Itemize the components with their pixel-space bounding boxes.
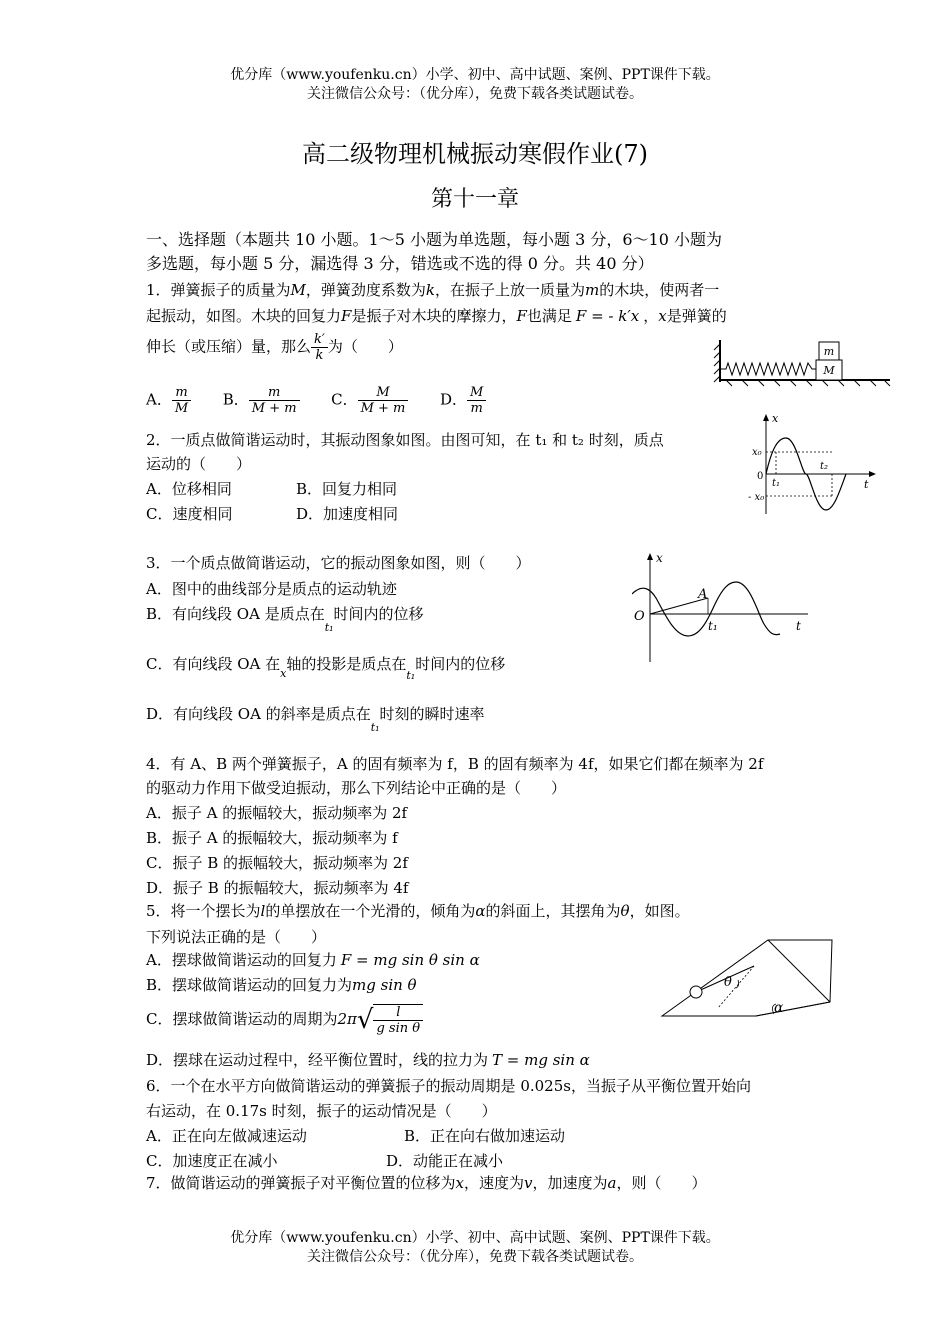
q2-x0-label: x₀ [752,447,762,458]
q3-text: C．有向线段 OA 在 [146,655,281,673]
q1-var-m: m [585,281,600,299]
q2-t2-label: t₂ [820,461,829,472]
q3-text: 时间内的位移 [415,655,506,673]
incline-base [756,1002,830,1016]
q6-option-c: C．加速度正在减小 [146,1152,278,1170]
q2-option-c: C．速度相同 [146,505,233,523]
q7-text: ，加速度为 [532,1174,608,1192]
q1-options [146,385,486,416]
frac-den: m [467,400,486,416]
q7-var-a: a [607,1174,617,1192]
q7-text: ，速度为 [464,1174,525,1192]
frac-den: M [172,400,191,416]
q5-text: 的斜面上，其摆角为 [485,902,621,920]
q1-spring-figure [712,336,894,388]
q6-option-a: A．正在向左做减速运动 [146,1127,307,1145]
q7-text: ，则（ ） [616,1174,707,1192]
q1-text: 1．弹簧振子的质量为 [146,281,291,299]
q7-var-x: x [455,1174,465,1192]
q1-option-a-label: A． [146,390,172,409]
chapter-title: 第十一章 [430,187,519,212]
q5-var-theta: θ [620,902,630,920]
q3-graph [632,548,812,666]
q5-var-alpha: α [475,902,486,920]
q1-var-M: M [290,281,306,299]
q3-t1-label: t₁ [708,619,718,633]
frac-den: M + m [358,400,409,416]
q3-t1: t₁ [324,621,334,634]
q4-option-a: A．振子 A 的振幅较大，振动频率为 2f [146,804,408,822]
q2-origin-label: 0 [757,471,764,482]
y-arrow [647,553,653,560]
q1-text: ，在振子上放一质量为 [435,281,586,299]
q5-text: B．摆球做简谐运动的回复力为 [146,976,353,994]
q1-text: 是振子对木块的摩擦力， [351,307,517,325]
q1-text: 为（ ） [327,337,403,356]
q1-option-b-label: B． [222,390,249,409]
q3-text: D．有向线段 OA 的斜率是质点在 [146,705,371,723]
q2-t1-label: t₁ [772,478,781,489]
block-m-label: m [823,345,835,358]
q7-line-1 [146,1173,707,1193]
q3-axis-t-label: t [796,619,801,633]
q1-option-d-label: D． [439,390,467,409]
q5-option-d [146,1050,590,1070]
q1-var-F: F [341,307,352,325]
q5-text: ，如图。 [629,902,690,920]
q1-text: 也满足 [526,307,572,325]
q6-line-1: 6．一个在水平方向做简谐运动的弹簧振子的振动周期是 0.025s，当振子从平衡位置开始向 [146,1077,751,1095]
q2-negx0-label: - x₀ [748,492,765,503]
frac-num: m [267,385,281,400]
q2-line-2: 运动的（ ） [146,455,252,473]
frac-num: m [175,385,188,400]
section-line-1: 一、选择题（本题共 10 小题。1～5 小题为单选题，每小题 3 分，6～10 小题为 [146,230,722,249]
q4-line-1: 4．有 A、B 两个弹簧振子，A 的固有频率为 f，B 的固有频率为 4f，如果它们都在频率为 2f [146,755,764,773]
q5-two-pi: 2π [337,1010,357,1028]
block-M-label: M [823,364,835,377]
q1-var-F2: F [516,307,527,325]
q4-option-c: C．振子 B 的振幅较大，振动频率为 2f [146,854,408,872]
q7-var-v: v [524,1174,533,1192]
q2-line-1: 2．一质点做简谐运动时，其振动图象如图。由图可知，在 t₁ 和 t₂ 时刻，质点 [146,431,664,449]
q4-line-2: 的驱动力作用下做受迫振动，那么下列结论中正确的是（ ） [146,779,567,797]
header-line-1: 优分库（www.youfenku.cn）小学、初中、高中试题、案例、PPT课件下载。 [230,67,720,83]
q5-var-l: l [260,902,266,920]
frac-num: M [376,385,390,400]
q5-alpha-label: α [774,1000,784,1016]
q5-option-b [146,975,417,995]
pendulum-bob [690,986,702,998]
q1-frac-num: k′ [314,332,325,347]
q1-option-c [358,385,409,416]
frac-den: g sin θ [373,1020,423,1036]
q5-text: 的单摆放在一个光滑的，倾角为 [265,902,476,920]
q5-text: C．摆球做简谐运动的周期为 [146,1010,338,1028]
sqrt-sign: √ [356,1005,374,1035]
q5-text: A．摆球做简谐运动的回复力 [146,951,337,969]
q3-option-d [146,704,485,734]
q3-line-1: 3．一个质点做简谐运动，它的振动图象如图，则（ ） [146,554,531,572]
q2-option-a: A．位移相同 [146,480,232,498]
q3-t1: t₁ [370,721,380,734]
q1-var-x: x [658,307,667,325]
q1-text: ，弹簧劲度系数为 [305,281,426,299]
q3-option-a: A．图中的曲线部分是质点的运动轨迹 [146,580,397,598]
q3-text: B．有向线段 OA 是质点在 [146,605,325,623]
q1-line-2 [146,306,727,326]
spring [720,363,816,375]
q6-option-d: D．动能正在减小 [386,1152,504,1170]
q1-option-c-label: C． [331,390,358,409]
q5-line-1 [146,901,690,921]
q1-text: 起振动，如图。木块的回复力 [146,307,342,325]
frac-den: M + m [249,400,300,416]
q1-line-3 [146,332,403,363]
q2-axis-x-label: x [772,412,779,425]
q3-origin-label: O [634,609,645,624]
q5-sqrt-frac [373,1004,423,1036]
q1-text: 的木块，使两者一 [599,281,720,299]
q1-text: ， [643,307,659,325]
q5-text: 5．将一个摆长为 [146,902,261,920]
q5-formula-b: mg sin θ [352,976,417,994]
footer-line-1: 优分库（www.youfenku.cn）小学、初中、高中试题、案例、PPT课件下载。 [230,1230,720,1246]
q1-line-1 [146,280,719,300]
q6-option-b: B．正在向右做加速运动 [404,1127,566,1145]
incline-edge [768,940,830,1002]
q5-option-a [146,950,480,970]
q5-text: D．摆球在运动过程中，经平衡位置时，线的拉力为 [146,1051,489,1069]
q1-text: 是弹簧的 [666,307,727,325]
q5-line-2: 下列说法正确的是（ ） [146,928,327,946]
q5-formula-a: F = mg sin θ sin α [340,951,480,969]
frac-num: M [469,385,484,400]
q1-var-k: k [425,281,436,299]
q5-option-c [146,1004,423,1036]
q2-axis-t-label: t [864,478,869,491]
section-line-2: 多选题，每小题 5 分，漏选得 3 分，错选或不选的得 0 分。共 40 分） [146,254,654,273]
q7-text: 7．做简谐运动的弹簧振子对平衡位置的位移为 [146,1174,456,1192]
q3-t1: t₁ [406,669,416,682]
q1-option-b [249,385,300,416]
q5-incline-figure [656,936,836,1022]
q5-formula-d: T = mg sin α [492,1051,590,1069]
q3-axis-x-label: x [656,551,663,565]
q5-theta-label: θ [724,975,732,990]
q1-option-d [467,385,486,416]
q1-formula: F = - k′x [575,307,640,325]
q3-option-b [146,604,424,634]
frac-num: l [396,1005,401,1020]
header-line-2: 关注微信公众号：（优分库），免费下载各类试题试卷。 [307,86,643,102]
q3-text: 时刻的瞬时速率 [379,705,485,723]
q1-frac-den: k [311,347,328,363]
q6-line-2: 右运动，在 0.17s 时刻，振子的运动情况是（ ） [146,1102,497,1120]
q2-option-b: B．回复力相同 [296,480,398,498]
q1-option-a [172,385,191,416]
q3-option-c [146,654,506,682]
q1-text: 伸长（或压缩）量，那么 [146,337,312,356]
q3-text: 轴的投影是质点在 [286,655,407,673]
page-title: 高二级物理机械振动寒假作业(7) [302,140,648,168]
theta-arc [736,980,739,988]
footer-line-2: 关注微信公众号：（优分库），免费下载各类试题试卷。 [307,1249,643,1265]
q3-text: 时间内的位移 [333,605,424,623]
y-arrow [763,414,769,421]
q2-option-d: D．加速度相同 [296,505,399,523]
q3-point-a-label: A [698,587,708,602]
x-arrow [869,471,876,477]
q4-option-d: D．振子 B 的振幅较大，振动频率为 4f [146,879,409,897]
q2-graph [748,410,878,520]
q1-fraction [311,332,328,363]
q3-x: x [280,667,287,680]
q4-option-b: B．振子 A 的振幅较大，振动频率为 f [146,829,398,847]
